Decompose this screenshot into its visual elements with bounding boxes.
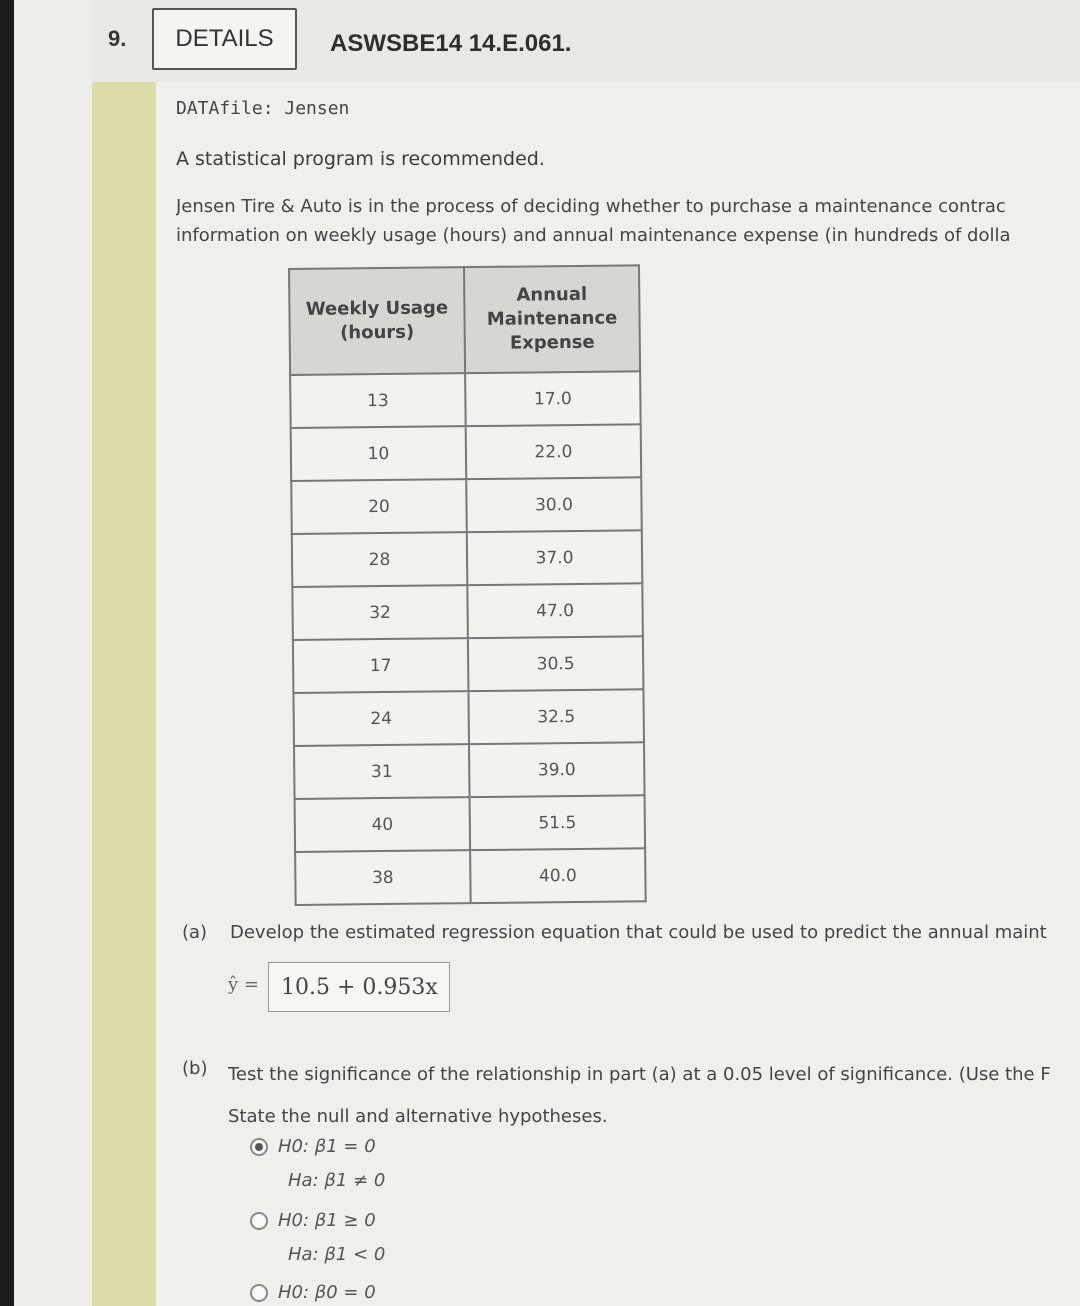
question-number: 9. [108,26,127,51]
expense-cell: 39.0 [469,742,645,797]
part-a-question: Develop the estimated regression equation that could be used to predict the annual maint [230,922,1047,943]
description-line-2: information on weekly usage (hours) and annual maintenance expense (in hundreds of dolla [176,225,1011,246]
description-line-1: Jensen Tire & Auto is in the process of deciding whether to purchase a maintenance contrac [176,196,1006,217]
part-b-label: (b) [182,1058,208,1079]
table-row [295,848,646,905]
usage-cell: 28 [292,532,468,587]
usage-cell: 13 [290,373,466,428]
hypothesis-option-3-h0: H0: β0 = 0 [278,1282,376,1303]
hypothesis-option-1-h0: H0: β1 = 0 [278,1136,376,1157]
yhat-label: ŷ = [228,974,259,995]
hypothesis-option-1-ha: Ha: β1 ≠ 0 [288,1170,386,1191]
datafile-label: DATAfile: Jensen [176,98,350,119]
expense-cell: 17.0 [465,371,641,426]
table-row [293,689,644,746]
regression-answer-field[interactable] [268,962,450,1012]
data-table [288,264,647,906]
hypotheses-instruction: State the null and alternative hypotheses. [228,1106,608,1127]
hypothesis-option-3-radio[interactable] [250,1284,268,1302]
usage-cell: 38 [295,850,471,905]
regression-answer-value: 10.5 + 0.953x [281,974,438,1000]
hypothesis-option-2-ha: Ha: β1 < 0 [288,1244,386,1265]
usage-cell: 10 [291,426,467,481]
hypothesis-option-2-h0: H0: β1 ≥ 0 [278,1210,376,1231]
usage-cell: 31 [294,744,470,799]
expense-cell: 30.5 [468,636,644,691]
usage-cell: 17 [293,638,469,693]
usage-cell: 20 [291,479,467,534]
expense-cell: 32.5 [468,689,644,744]
table-row [292,530,643,587]
expense-cell: 30.0 [466,477,642,532]
expense-cell: 37.0 [467,530,643,585]
table-row [295,795,646,852]
screen-bezel [0,0,14,1306]
table-row [291,424,642,481]
table-row [293,636,644,693]
expense-cell: 40.0 [470,848,646,903]
details-button[interactable]: DETAILS [152,8,297,70]
problem-description [176,192,1080,250]
expense-cell: 47.0 [467,583,643,638]
usage-cell: 32 [292,585,468,640]
table-row [291,477,642,534]
column-header-weekly-usage: Weekly Usage (hours) [289,267,465,375]
table-row [292,583,643,640]
part-b-question: Test the significance of the relationship in part (a) at a 0.05 level of significance. (Use the F [228,1064,1051,1085]
usage-cell: 24 [293,691,469,746]
hypothesis-option-1-radio[interactable] [250,1138,268,1156]
hypothesis-option-2-radio[interactable] [250,1212,268,1230]
expense-cell: 22.0 [466,424,642,479]
usage-cell: 40 [295,797,471,852]
question-accent-bar [92,82,156,1306]
table-row [294,742,645,799]
expense-cell: 51.5 [470,795,646,850]
part-a-label: (a) [182,922,208,943]
recommendation-text: A statistical program is recommended. [176,148,545,170]
column-header-maintenance-expense: Annual Maintenance Expense [464,265,640,373]
problem-id: ASWSBE14 14.E.061. [330,30,572,57]
table-row [290,371,641,428]
